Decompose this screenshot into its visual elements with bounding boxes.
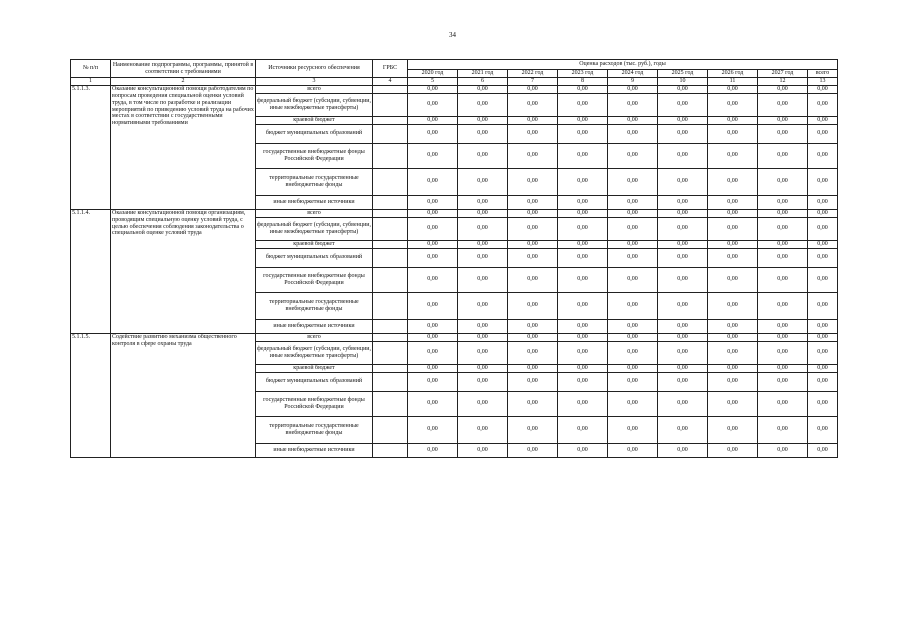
year-value: 0,00	[608, 85, 658, 93]
year-value: 0,00	[608, 267, 658, 292]
year-value: 0,00	[708, 416, 758, 443]
year-header: 2023 год	[558, 70, 608, 78]
funding-source: государственные внебюджетные фонды Российской Федерации	[256, 267, 373, 292]
year-value: 0,00	[508, 124, 558, 143]
year-value: 0,00	[708, 168, 758, 195]
year-value: 0,00	[658, 85, 708, 93]
year-value: 0,00	[558, 319, 608, 333]
total-value: 0,00	[808, 372, 838, 391]
funding-source: федеральный бюджет (субсидии, субвенции, иные межбюджетные трансферты)	[256, 217, 373, 240]
year-value: 0,00	[508, 292, 558, 319]
total-value: 0,00	[808, 333, 838, 341]
year-value: 0,00	[758, 93, 808, 116]
grbs-cell	[373, 333, 408, 341]
year-value: 0,00	[458, 391, 508, 416]
year-value: 0,00	[508, 319, 558, 333]
year-value: 0,00	[508, 341, 558, 364]
column-number: 7	[508, 78, 558, 86]
table-row	[71, 209, 838, 217]
year-value: 0,00	[658, 341, 708, 364]
year-value: 0,00	[608, 364, 658, 372]
year-value: 0,00	[508, 416, 558, 443]
column-number: 11	[708, 78, 758, 86]
grbs-cell	[373, 85, 408, 93]
year-value: 0,00	[458, 168, 508, 195]
item-code: 5.1.1.5.	[71, 333, 111, 457]
year-value: 0,00	[758, 416, 808, 443]
year-value: 0,00	[758, 391, 808, 416]
total-value: 0,00	[808, 116, 838, 124]
year-value: 0,00	[558, 240, 608, 248]
year-value: 0,00	[758, 267, 808, 292]
table-body	[71, 85, 838, 457]
year-value: 0,00	[408, 209, 458, 217]
year-value: 0,00	[758, 341, 808, 364]
year-value: 0,00	[658, 248, 708, 267]
funding-source: иные внебюджетные источники	[256, 443, 373, 457]
year-value: 0,00	[658, 209, 708, 217]
year-value: 0,00	[608, 217, 658, 240]
grbs-cell	[373, 240, 408, 248]
grbs-cell	[373, 168, 408, 195]
year-value: 0,00	[408, 333, 458, 341]
total-value: 0,00	[808, 341, 838, 364]
year-value: 0,00	[458, 319, 508, 333]
funding-source: государственные внебюджетные фонды Российской Федерации	[256, 143, 373, 168]
year-value: 0,00	[458, 209, 508, 217]
item-name: Оказание консультационной помощи организациям, проводящим специальную оценку условий труда, с целью обеспечения соблюдения законодательства о специальной оценке условий труда	[111, 209, 256, 333]
year-value: 0,00	[758, 443, 808, 457]
column-number: 4	[373, 78, 408, 86]
year-value: 0,00	[458, 267, 508, 292]
year-value: 0,00	[508, 209, 558, 217]
funding-source: всего	[256, 209, 373, 217]
year-value: 0,00	[558, 372, 608, 391]
grbs-cell	[373, 248, 408, 267]
column-number: 10	[658, 78, 708, 86]
year-value: 0,00	[608, 248, 658, 267]
year-value: 0,00	[708, 195, 758, 209]
year-value: 0,00	[408, 443, 458, 457]
grbs-cell	[373, 209, 408, 217]
year-value: 0,00	[558, 416, 608, 443]
year-value: 0,00	[508, 443, 558, 457]
funding-source: федеральный бюджет (субсидии, субвенции, иные межбюджетные трансферты)	[256, 93, 373, 116]
year-value: 0,00	[708, 372, 758, 391]
year-value: 0,00	[608, 333, 658, 341]
estimate-column-header: Оценка расходов (тыс. руб.), годы	[408, 60, 838, 70]
year-value: 0,00	[658, 319, 708, 333]
year-value: 0,00	[408, 116, 458, 124]
year-value: 0,00	[458, 443, 508, 457]
funding-source: краевой бюджет	[256, 116, 373, 124]
column-number: 12	[758, 78, 808, 86]
year-value: 0,00	[408, 93, 458, 116]
year-value: 0,00	[408, 195, 458, 209]
funding-source: бюджет муниципальных образований	[256, 248, 373, 267]
year-value: 0,00	[708, 391, 758, 416]
total-value: 0,00	[808, 143, 838, 168]
year-value: 0,00	[508, 240, 558, 248]
year-value: 0,00	[758, 240, 808, 248]
year-value: 0,00	[558, 364, 608, 372]
year-value: 0,00	[658, 372, 708, 391]
grbs-cell	[373, 116, 408, 124]
funding-source: территориальные государственные внебюджетные фонды	[256, 168, 373, 195]
year-value: 0,00	[708, 116, 758, 124]
year-value: 0,00	[558, 333, 608, 341]
grbs-cell	[373, 443, 408, 457]
year-value: 0,00	[708, 93, 758, 116]
year-value: 0,00	[608, 93, 658, 116]
year-value: 0,00	[708, 217, 758, 240]
column-number: 6	[458, 78, 508, 86]
year-value: 0,00	[408, 267, 458, 292]
item-name: Содействие развитию механизма общественного контроля в сфере охраны труда	[111, 333, 256, 457]
year-value: 0,00	[558, 195, 608, 209]
year-value: 0,00	[408, 85, 458, 93]
year-value: 0,00	[458, 124, 508, 143]
year-value: 0,00	[658, 364, 708, 372]
year-header: 2027 год	[758, 70, 808, 78]
total-value: 0,00	[808, 443, 838, 457]
year-value: 0,00	[508, 116, 558, 124]
year-value: 0,00	[658, 391, 708, 416]
year-value: 0,00	[708, 364, 758, 372]
year-value: 0,00	[458, 416, 508, 443]
funding-source: иные внебюджетные источники	[256, 319, 373, 333]
year-value: 0,00	[558, 143, 608, 168]
column-number: 9	[608, 78, 658, 86]
year-value: 0,00	[408, 416, 458, 443]
budget-table	[70, 59, 838, 458]
year-value: 0,00	[708, 443, 758, 457]
year-value: 0,00	[508, 248, 558, 267]
year-value: 0,00	[508, 372, 558, 391]
year-value: 0,00	[558, 248, 608, 267]
year-value: 0,00	[458, 372, 508, 391]
column-number: 13	[808, 78, 838, 86]
year-value: 0,00	[658, 292, 708, 319]
year-value: 0,00	[708, 143, 758, 168]
year-header: 2025 год	[658, 70, 708, 78]
year-value: 0,00	[608, 124, 658, 143]
year-value: 0,00	[508, 143, 558, 168]
year-value: 0,00	[558, 209, 608, 217]
grbs-cell	[373, 217, 408, 240]
year-value: 0,00	[458, 240, 508, 248]
year-value: 0,00	[758, 124, 808, 143]
year-value: 0,00	[658, 416, 708, 443]
year-value: 0,00	[458, 116, 508, 124]
year-value: 0,00	[558, 168, 608, 195]
year-value: 0,00	[558, 292, 608, 319]
year-value: 0,00	[608, 116, 658, 124]
funding-source: краевой бюджет	[256, 364, 373, 372]
year-value: 0,00	[558, 267, 608, 292]
year-value: 0,00	[608, 195, 658, 209]
total-value: 0,00	[808, 217, 838, 240]
year-header: 2022 год	[508, 70, 558, 78]
year-value: 0,00	[758, 143, 808, 168]
year-value: 0,00	[758, 292, 808, 319]
grbs-cell	[373, 267, 408, 292]
table-row	[71, 333, 838, 341]
year-value: 0,00	[408, 364, 458, 372]
total-value: 0,00	[808, 416, 838, 443]
year-value: 0,00	[558, 93, 608, 116]
column-number: 3	[256, 78, 373, 86]
year-value: 0,00	[708, 209, 758, 217]
year-value: 0,00	[758, 168, 808, 195]
year-value: 0,00	[658, 443, 708, 457]
year-value: 0,00	[408, 391, 458, 416]
grbs-cell	[373, 143, 408, 168]
year-value: 0,00	[508, 217, 558, 240]
year-value: 0,00	[508, 168, 558, 195]
grbs-cell	[373, 195, 408, 209]
year-value: 0,00	[558, 217, 608, 240]
year-value: 0,00	[708, 319, 758, 333]
year-value: 0,00	[558, 116, 608, 124]
grbs-cell	[373, 416, 408, 443]
year-value: 0,00	[758, 364, 808, 372]
year-value: 0,00	[608, 319, 658, 333]
year-value: 0,00	[658, 333, 708, 341]
table-row	[71, 85, 838, 93]
year-value: 0,00	[658, 267, 708, 292]
year-value: 0,00	[408, 124, 458, 143]
year-value: 0,00	[708, 341, 758, 364]
year-value: 0,00	[508, 195, 558, 209]
total-value: 0,00	[808, 319, 838, 333]
funding-source: государственные внебюджетные фонды Российской Федерации	[256, 391, 373, 416]
name-column-header: Наименование подпрограммы, программы, принятой в соответствии с требованиями	[111, 60, 256, 78]
year-value: 0,00	[508, 85, 558, 93]
year-value: 0,00	[508, 364, 558, 372]
grbs-cell	[373, 341, 408, 364]
year-value: 0,00	[508, 93, 558, 116]
year-value: 0,00	[658, 124, 708, 143]
grbs-cell	[373, 292, 408, 319]
year-value: 0,00	[558, 341, 608, 364]
total-value: 0,00	[808, 168, 838, 195]
item-name: Оказание консультационной помощи работодателям по вопросам проведения специальной оценки условий труда, в том числе по разработке и реализации мероприятий по приведению условий труда на рабочих местах в соответствии с государственными нормативными требованиями	[111, 85, 256, 209]
year-value: 0,00	[708, 240, 758, 248]
num-column-header: № п/п	[71, 60, 111, 78]
total-value: 0,00	[808, 124, 838, 143]
total-value: 0,00	[808, 292, 838, 319]
funding-source: всего	[256, 333, 373, 341]
year-value: 0,00	[758, 85, 808, 93]
grbs-cell	[373, 372, 408, 391]
year-value: 0,00	[408, 143, 458, 168]
total-header: всего	[808, 70, 838, 78]
year-value: 0,00	[608, 240, 658, 248]
grbs-cell	[373, 364, 408, 372]
year-value: 0,00	[508, 391, 558, 416]
year-value: 0,00	[708, 267, 758, 292]
item-code: 5.1.1.4.	[71, 209, 111, 333]
year-value: 0,00	[658, 143, 708, 168]
column-number: 8	[558, 78, 608, 86]
year-value: 0,00	[458, 143, 508, 168]
year-value: 0,00	[458, 292, 508, 319]
total-value: 0,00	[808, 93, 838, 116]
year-value: 0,00	[608, 143, 658, 168]
year-value: 0,00	[608, 209, 658, 217]
total-value: 0,00	[808, 209, 838, 217]
year-value: 0,00	[408, 240, 458, 248]
year-value: 0,00	[458, 333, 508, 341]
year-value: 0,00	[608, 292, 658, 319]
total-value: 0,00	[808, 85, 838, 93]
total-value: 0,00	[808, 364, 838, 372]
funding-source: краевой бюджет	[256, 240, 373, 248]
year-value: 0,00	[658, 93, 708, 116]
funding-source: всего	[256, 85, 373, 93]
year-value: 0,00	[408, 217, 458, 240]
year-value: 0,00	[658, 240, 708, 248]
page-number: 34	[449, 31, 456, 39]
year-value: 0,00	[408, 372, 458, 391]
funding-source: федеральный бюджет (субсидии, субвенции, иные межбюджетные трансферты)	[256, 341, 373, 364]
total-value: 0,00	[808, 195, 838, 209]
year-value: 0,00	[408, 341, 458, 364]
year-value: 0,00	[508, 333, 558, 341]
year-value: 0,00	[408, 319, 458, 333]
year-value: 0,00	[558, 391, 608, 416]
year-value: 0,00	[458, 217, 508, 240]
source-column-header: Источники ресурсного обеспечения	[256, 60, 373, 78]
funding-source: бюджет муниципальных образований	[256, 124, 373, 143]
year-value: 0,00	[408, 168, 458, 195]
funding-source: территориальные государственные внебюджетные фонды	[256, 416, 373, 443]
year-value: 0,00	[608, 416, 658, 443]
year-value: 0,00	[458, 85, 508, 93]
year-value: 0,00	[758, 248, 808, 267]
year-value: 0,00	[708, 124, 758, 143]
year-value: 0,00	[558, 85, 608, 93]
year-value: 0,00	[608, 168, 658, 195]
grbs-cell	[373, 391, 408, 416]
year-value: 0,00	[408, 292, 458, 319]
year-value: 0,00	[608, 341, 658, 364]
year-value: 0,00	[708, 292, 758, 319]
year-header: 2020 год	[408, 70, 458, 78]
year-value: 0,00	[758, 372, 808, 391]
year-value: 0,00	[758, 209, 808, 217]
year-value: 0,00	[408, 248, 458, 267]
year-value: 0,00	[658, 168, 708, 195]
grbs-cell	[373, 319, 408, 333]
column-number: 5	[408, 78, 458, 86]
column-number: 1	[71, 78, 111, 86]
column-number: 2	[111, 78, 256, 86]
total-value: 0,00	[808, 267, 838, 292]
year-value: 0,00	[758, 217, 808, 240]
year-value: 0,00	[458, 195, 508, 209]
year-value: 0,00	[758, 333, 808, 341]
year-value: 0,00	[658, 195, 708, 209]
year-value: 0,00	[758, 195, 808, 209]
funding-source: территориальные государственные внебюджетные фонды	[256, 292, 373, 319]
year-value: 0,00	[558, 124, 608, 143]
funding-source: бюджет муниципальных образований	[256, 372, 373, 391]
year-value: 0,00	[458, 248, 508, 267]
grbs-cell	[373, 124, 408, 143]
item-code: 5.1.1.3.	[71, 85, 111, 209]
year-value: 0,00	[708, 333, 758, 341]
year-value: 0,00	[658, 217, 708, 240]
year-value: 0,00	[458, 341, 508, 364]
year-value: 0,00	[558, 443, 608, 457]
year-value: 0,00	[608, 443, 658, 457]
year-header: 2024 год	[608, 70, 658, 78]
funding-source: иные внебюджетные источники	[256, 195, 373, 209]
year-value: 0,00	[608, 372, 658, 391]
year-value: 0,00	[708, 85, 758, 93]
total-value: 0,00	[808, 248, 838, 267]
year-value: 0,00	[458, 93, 508, 116]
total-value: 0,00	[808, 391, 838, 416]
total-value: 0,00	[808, 240, 838, 248]
year-value: 0,00	[608, 391, 658, 416]
year-header: 2021 год	[458, 70, 508, 78]
year-value: 0,00	[658, 116, 708, 124]
grbs-column-header: ГРБС	[373, 60, 408, 78]
year-value: 0,00	[708, 248, 758, 267]
year-value: 0,00	[508, 267, 558, 292]
year-value: 0,00	[758, 319, 808, 333]
year-value: 0,00	[458, 364, 508, 372]
grbs-cell	[373, 93, 408, 116]
year-value: 0,00	[758, 116, 808, 124]
year-header: 2026 год	[708, 70, 758, 78]
